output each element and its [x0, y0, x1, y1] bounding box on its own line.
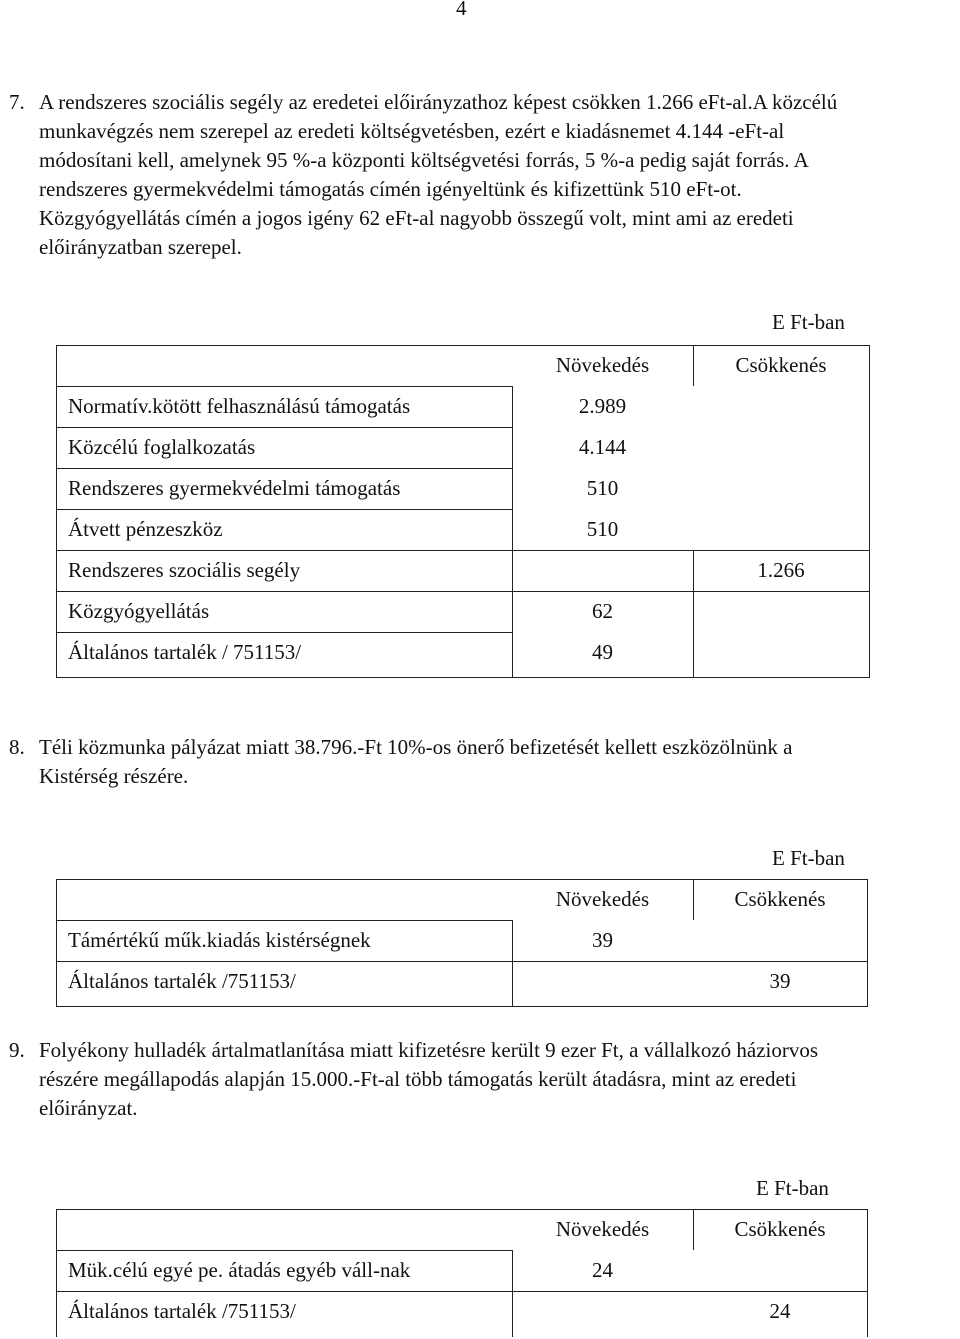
table-row-label: Normatív.kötött felhasználású támogatás: [68, 394, 411, 418]
table-row-label: Támértékű műk.kiadás kistérségnek: [68, 928, 371, 952]
table-cell-decrease: 24: [769, 1299, 791, 1323]
section-7-line: A rendszeres szociális segély az eredetei előirányzathoz képest csökken 1.266 eFt-al.A közcélú: [39, 90, 838, 114]
section-9-line: Folyékony hulladék ártalmatlanítása miatt kifizetésre került 9 ezer Ft, a vállalkozó háziorvos: [39, 1038, 819, 1062]
column-header-decrease: Csökkenés: [734, 887, 826, 911]
table-row-label: Közgyógyellátás: [68, 599, 210, 623]
table-cell-increase: 510: [586, 476, 619, 500]
section-8-number: 8.: [9, 735, 25, 759]
table-row-label: Általános tartalék / 751153/: [68, 640, 302, 664]
section-7-number: 7.: [9, 90, 25, 114]
table-row-label: Közcélú foglalkozatás: [68, 435, 256, 459]
table-cell-increase: 39: [592, 928, 613, 952]
table-cell-increase: 49: [592, 640, 613, 664]
column-header-decrease: Csökkenés: [734, 1217, 826, 1241]
section-8-line: Kistérség részére.: [39, 764, 189, 788]
table-row-label: Mük.célú egyé pe. átadás egyéb váll-nak: [68, 1258, 411, 1282]
section-7-line: módosítani kell, amelynek 95 %-a központi költségvetési forrás, 5 %-a pedig saját forrás. A: [39, 148, 809, 172]
column-header-increase: Növekedés: [555, 887, 650, 911]
section-8-unit-label: E Ft-ban: [772, 846, 845, 870]
section-9-line: részére megállapodás alapján 15.000.-Ft-al több támogatás került átadásra, mint az eredeti: [39, 1067, 797, 1091]
column-header-increase: Növekedés: [555, 1217, 650, 1241]
section-7-table: [56, 345, 870, 678]
section-7-line: rendszeres gyermekvédelmi támogatás címén igényeltünk és kifizettünk 510 eFt-ot.: [39, 177, 742, 201]
table-cell-decrease: 1.266: [757, 558, 805, 582]
table-cell-increase: 24: [592, 1258, 613, 1282]
table-cell-increase: 62: [592, 599, 613, 623]
table-row-label: Rendszeres gyermekvédelmi támogatás: [68, 476, 401, 500]
section-9-number: 9.: [9, 1038, 25, 1062]
table-cell-decrease: 39: [769, 969, 791, 993]
table-row-label: Rendszeres szociális segély: [68, 558, 301, 582]
section-7-line: munkavégzés nem szerepel az eredeti költségvetésben, ezért e kiadásnemet 4.144 -eFt-al: [39, 119, 785, 143]
table-row-label: Átvett pénzeszköz: [68, 517, 223, 541]
section-7-line: előirányzatban szerepel.: [39, 235, 242, 259]
table-row-label: Általános tartalék /751153/: [68, 969, 296, 993]
section-8-line: Téli közmunka pályázat miatt 38.796.-Ft 10%-os önerő befizetését kellett eszközölnünk a: [39, 735, 793, 759]
table-row-label: Általános tartalék /751153/: [68, 1299, 296, 1323]
column-header-decrease: Csökkenés: [735, 353, 827, 377]
section-7-line: Közgyógyellátás címén a jogos igény 62 eFt-al nagyobb összegű volt, mint ami az eredeti: [39, 206, 794, 230]
page-number: 4: [456, 0, 467, 20]
column-header-increase: Növekedés: [555, 353, 650, 377]
section-9-paragraph: [9, 1036, 959, 1123]
table-cell-increase: 4.144: [578, 435, 627, 459]
table-cell-increase: 2.989: [578, 394, 627, 418]
section-8-paragraph: [9, 733, 959, 791]
section-9-line: előirányzat.: [39, 1096, 138, 1120]
section-9-table: [56, 1209, 868, 1337]
section-7-paragraph: [9, 88, 959, 262]
section-9-unit-label: E Ft-ban: [756, 1176, 829, 1200]
table-cell-increase: 510: [586, 517, 619, 541]
section-8-table: [56, 879, 868, 1007]
section-7-unit-label: E Ft-ban: [772, 310, 845, 334]
